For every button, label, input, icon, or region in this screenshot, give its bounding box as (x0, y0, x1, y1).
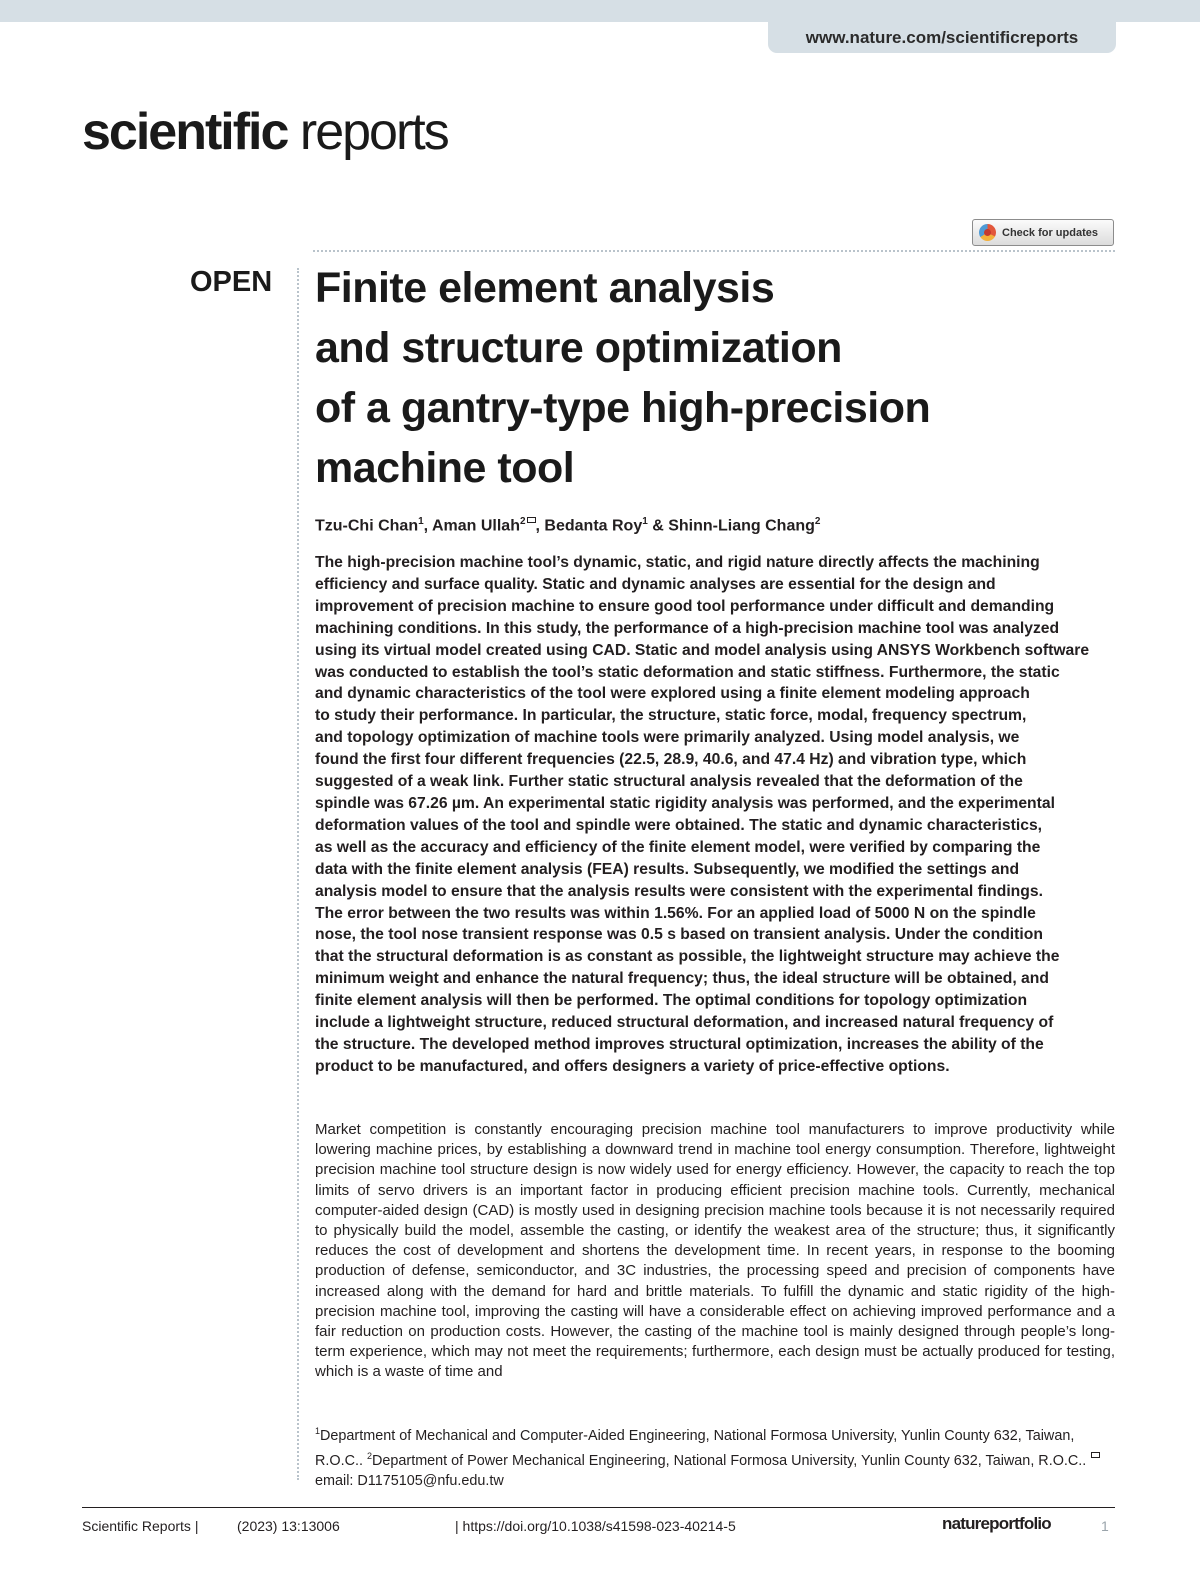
nature-portfolio-logo: natureportfolio (942, 1514, 1051, 1533)
crossmark-icon (979, 224, 996, 241)
corresponding-email[interactable]: email: D1175105@nfu.edu.tw (315, 1473, 504, 1490)
author-affiliation-mark: 2 (519, 516, 526, 527)
author-name[interactable]: Bedanta Roy (544, 517, 643, 535)
abstract-line: analysis model to ensure that the analysis results were consistent with the experimental findings. (315, 882, 1043, 900)
abstract-line: The error between the two results was within 1.56%. For an applied load of 5000 N on the spindle (315, 904, 1036, 922)
abstract-line: as well as the accuracy and efficiency of the finite element model, were verified by comparing the (315, 838, 1041, 856)
email-envelope-icon[interactable] (527, 517, 536, 523)
page-number: 1 (1101, 1518, 1109, 1534)
check-for-updates-label: Check for updates (1002, 226, 1098, 239)
check-for-updates-button[interactable] (972, 219, 1114, 246)
affiliation-mark: 2 (366, 1451, 372, 1462)
footer-journal: Scientific Reports | (82, 1518, 199, 1534)
author-list (315, 511, 1105, 537)
author-separator: , (535, 517, 545, 535)
title-line: machine tool (315, 444, 575, 492)
title-line: and structure optimization (315, 324, 842, 372)
author-separator: , (423, 517, 432, 535)
abstract (315, 552, 1115, 1078)
journal-url-link[interactable]: www.nature.com/scientificreports (768, 22, 1116, 53)
abstract-line: efficiency and surface quality. Static and dynamic analyses are essential for the design and (315, 575, 996, 593)
author-name[interactable]: Shinn-Liang Chang (668, 517, 815, 535)
abstract-line: spindle was 67.26 µm. An experimental static rigidity analysis was performed, and the experimental (315, 794, 1055, 812)
journal-logo-word-1: scientific (82, 103, 288, 161)
introduction-paragraph: Market competition is constantly encouraging precision machine tool manufacturers to improve productivity while lowering machine prices, by establishing a downward trend in machine tool energy consumption. Therefore, lightweight precision machine tool structure design is now widely used for energy efficiency. However, the capacity to reach the top limits of servo drivers is an important factor in producing efficient precision machine tools. Currently, mechanical computer-aided design (CAD) is mostly used in designing precision machine tools because it is not necessarily required to physically build the model, assemble the casting, or identify the weakest area of the structure; thus, it significantly reduces the cost of development and shortens the development time. In recent years, in response to the booming production of defense, semiconductor, and 3C industries, the processing speed and precision of components have increased along with the demand for hard and brittle materials. To fulfill the dynamic and static rigidity of the high-precision machine tool, improving the casting will have a considerable effect on achieving improved performance and a fair reduction on production costs. However, the casting of the machine tool is mainly designed through people’s long-term experience, which may not meet the requirements; furthermore, each design must be actually produced for testing, which is a waste of time and (315, 1121, 1115, 1381)
author-name[interactable]: Tzu-Chi Chan (315, 517, 419, 535)
abstract-line: found the first four different frequencies (22.5, 28.9, 40.6, and 47.4 Hz) and vibration type, which (315, 751, 1027, 769)
abstract-line: deformation values of the tool and spindle were obtained. The static and dynamic characteristics, (315, 816, 1043, 834)
email-envelope-icon (1091, 1452, 1100, 1458)
abstract-line: machining conditions. In this study, the performance of a high-precision machine tool was analyzed (315, 619, 1060, 637)
footer-issue: (2023) 13:13006 (237, 1518, 340, 1534)
abstract-line: The high-precision machine tool’s dynamic, static, and rigid nature directly affects the machining (315, 554, 1040, 571)
abstract-line: to study their performance. In particular, the structure, static force, modal, frequency spectrum, (315, 707, 1027, 725)
journal-logo-word-2: reports (299, 103, 448, 161)
abstract-line: minimum weight and enhance the natural frequency; thus, the ideal structure will be obtained, and (315, 970, 1049, 988)
title-line: Finite element analysis (315, 264, 775, 312)
abstract-line: finite element analysis will then be performed. The optimal conditions for topology optimization (315, 992, 1028, 1010)
affiliation-2: Department of Power Mechanical Engineering, National Formosa University, Yunlin County 632, Taiwan, R.O.C.. (372, 1453, 1091, 1469)
margin-divider (297, 268, 299, 1480)
abstract-line: and dynamic characteristics of the tool were explored using a finite element modeling approach (315, 685, 1030, 703)
affiliations (315, 1421, 1115, 1492)
article-title (315, 258, 1105, 498)
title-line: of a gantry-type high-precision (315, 384, 931, 432)
affiliation-1: Department of Mechanical and Computer-Aided Engineering, National Formosa University, Yunlin County 632, Taiwan, R.O.C.. (315, 1427, 1075, 1469)
author-affiliation-mark: 1 (642, 516, 648, 527)
journal-logo[interactable] (82, 100, 448, 164)
abstract-line: and topology optimization of machine tools were primarily analyzed. Using model analysis, we (315, 729, 1020, 747)
abstract-line: nose, the tool nose transient response was 0.5 s based on transient analysis. Under the condition (315, 926, 1043, 944)
header-divider (313, 250, 1115, 252)
top-band (0, 0, 1200, 22)
author-name[interactable]: Aman Ullah (431, 517, 520, 535)
author-affiliation-mark: 2 (814, 516, 821, 527)
abstract-line: that the structural deformation is as constant as possible, the lightweight structure may achieve the (315, 948, 1060, 966)
affiliation-mark: 1 (315, 1426, 321, 1436)
abstract-line: data with the finite element analysis (FEA) results. Subsequently, we modified the settings and (315, 860, 1020, 878)
author-affiliation-mark: 1 (418, 516, 424, 527)
abstract-line: product to be manufactured, and offers designers a variety of price-effective options. (315, 1057, 950, 1075)
abstract-line: using its virtual model created using CAD. Static and model analysis using ANSYS Workbench software (315, 641, 1090, 659)
abstract-line: suggested of a weak link. Further static structural analysis revealed that the deformation of the (315, 773, 1023, 791)
footer-doi-link[interactable]: | https://doi.org/10.1038/s41598-023-40214-5 (455, 1518, 736, 1534)
abstract-line: include a lightweight structure, reduced structural deformation, and increased natural frequency of (315, 1014, 1054, 1032)
abstract-line: the structure. The developed method improves structural optimization, increases the ability of the (315, 1035, 1044, 1053)
abstract-line: was conducted to establish the tool’s static deformation and static stiffness. Furthermore, the static (315, 663, 1060, 681)
open-access-label: OPEN (190, 266, 273, 298)
footer-rule (82, 1507, 1115, 1508)
abstract-line: improvement of precision machine to ensure good tool performance under difficult and demanding (315, 597, 1055, 615)
author-separator: & (647, 517, 669, 535)
